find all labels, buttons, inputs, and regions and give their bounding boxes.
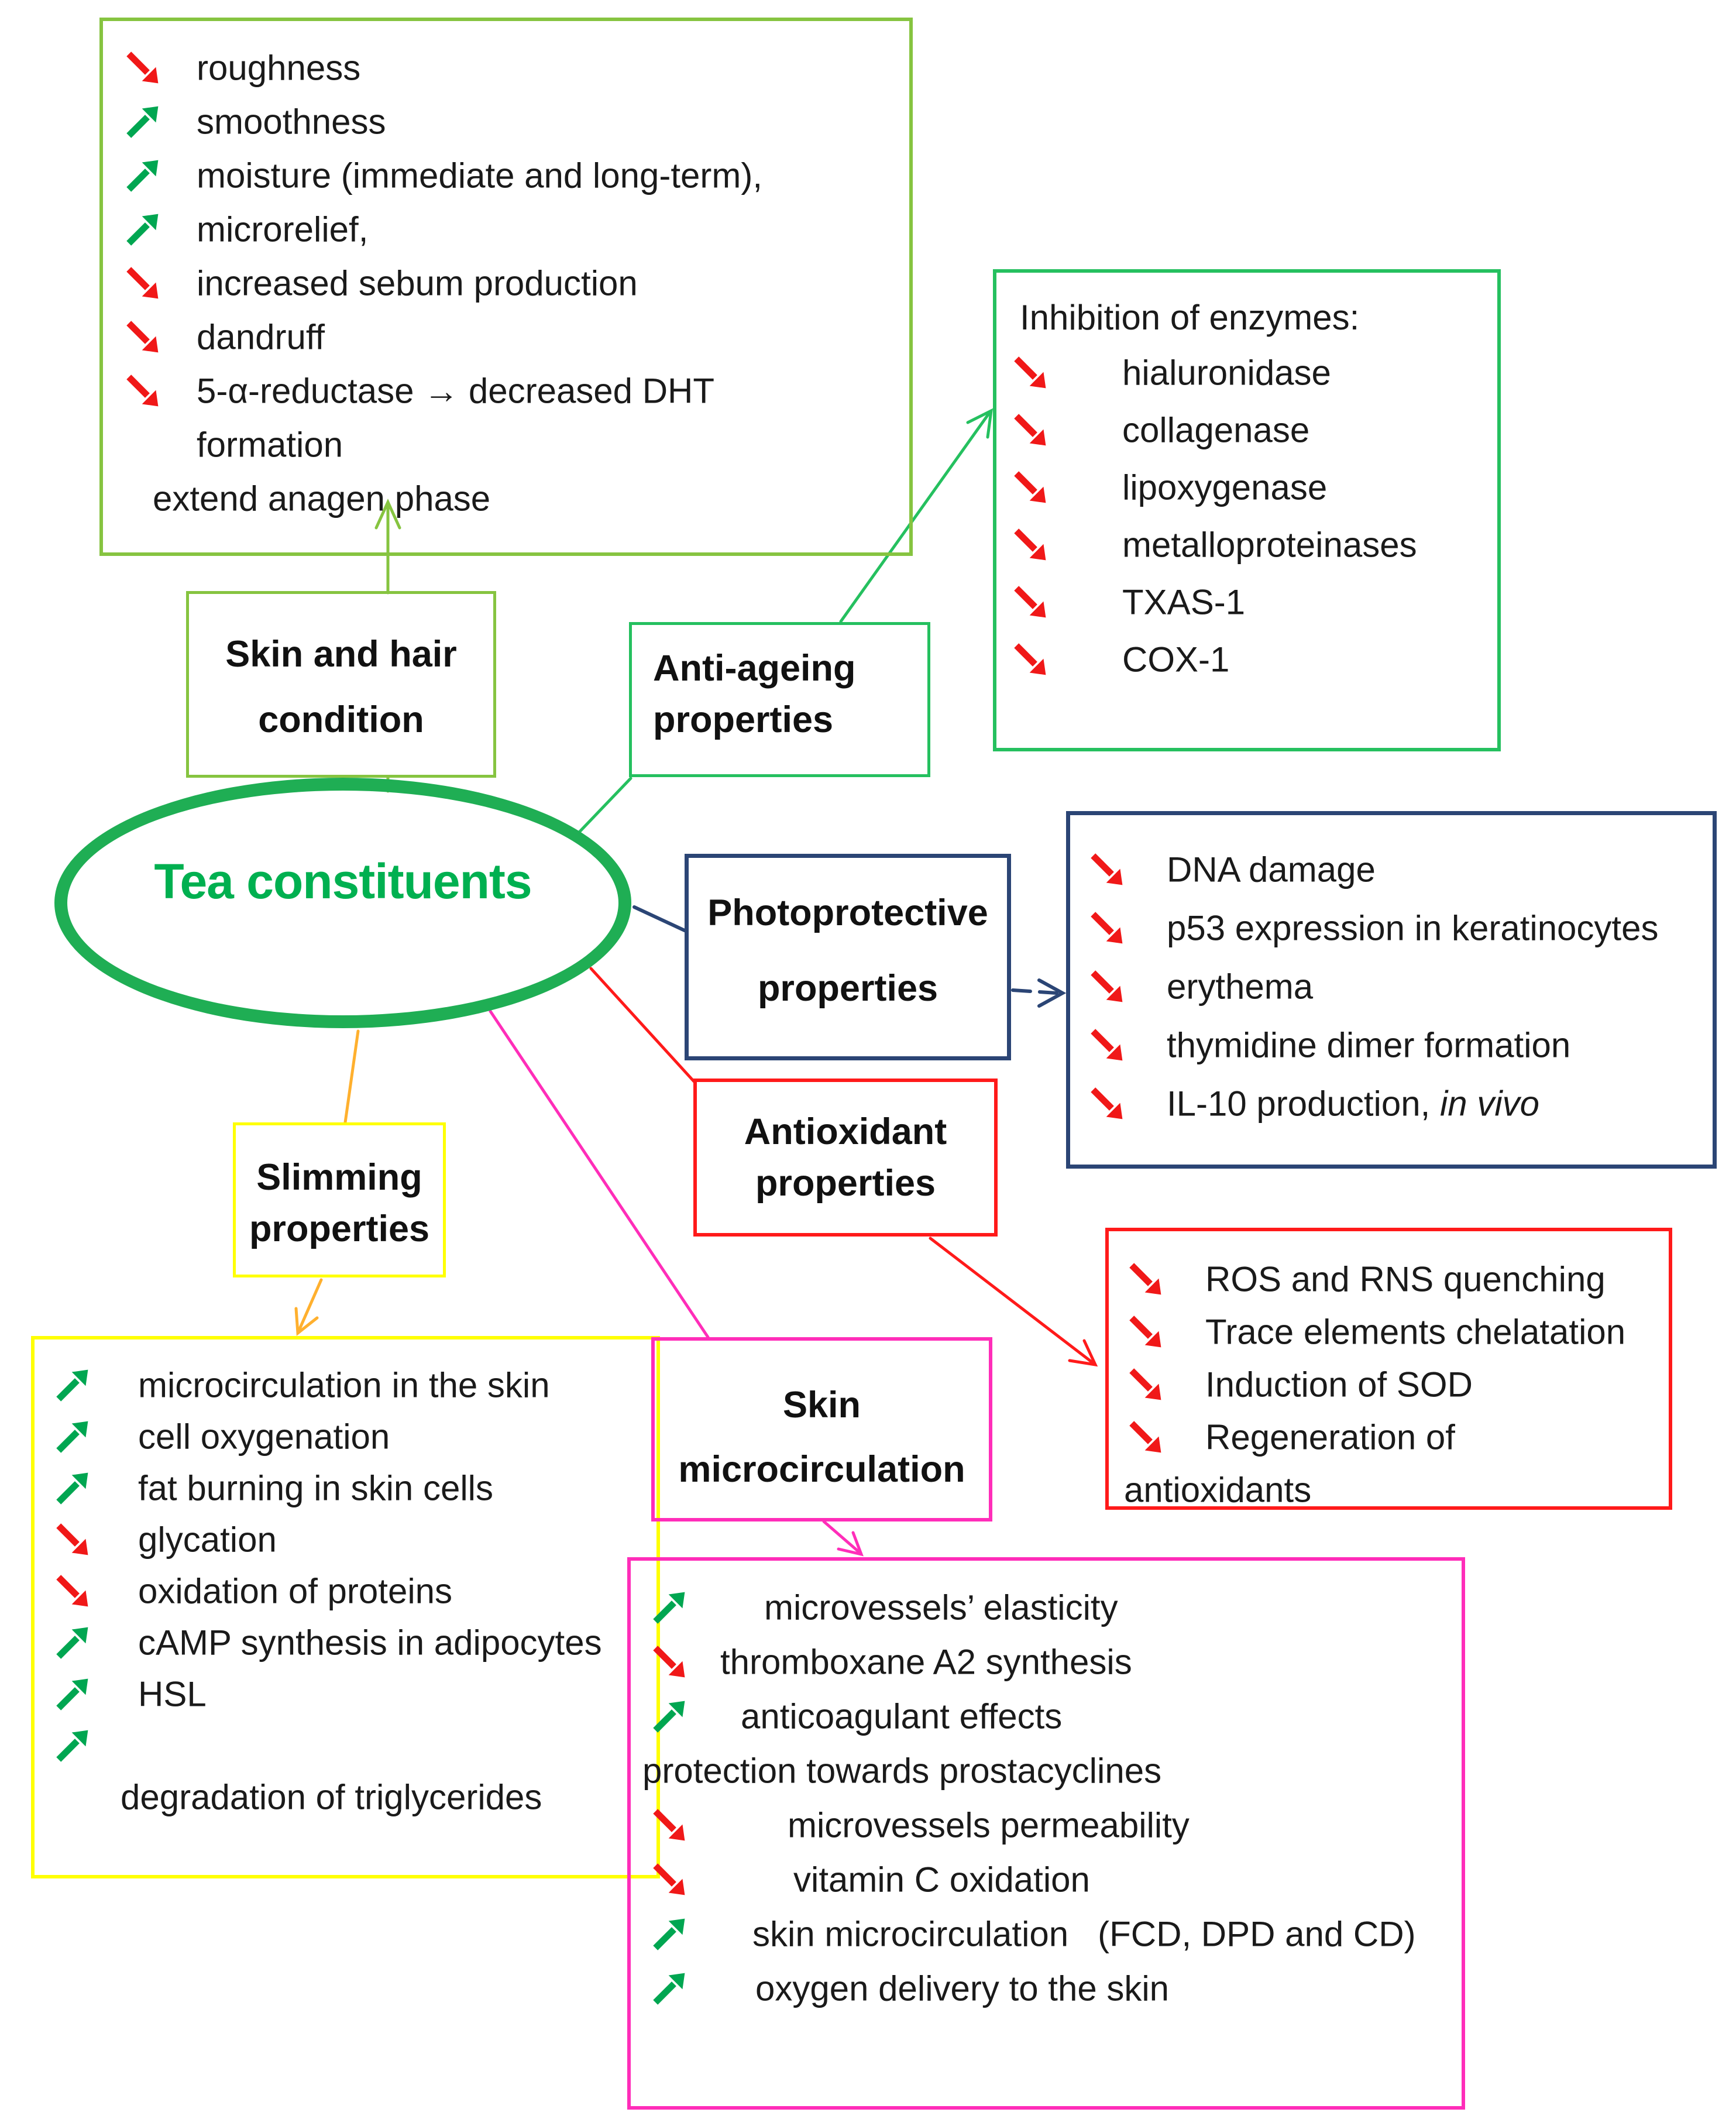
effect-row [996,344,1497,401]
effect-row [1070,957,1713,1016]
effect-row [996,516,1497,573]
effect-row [103,418,909,472]
decrease-arrow-icon [1126,1362,1165,1407]
effect-text: skin microcirculation (FCD, DPD and CD) [752,1914,1416,1953]
effect-text: IL-10 production, in vivo [1167,1084,1540,1124]
decrease-arrow [123,314,162,360]
effect-text: p53 expression in keratinocytes [1167,908,1659,948]
effect-text: microcirculation in the skin [138,1365,550,1405]
decrease-arrow-icon [1088,905,1126,951]
effect-row [35,1617,656,1668]
effect-text: glycation [138,1520,277,1560]
effect-text: thromboxane A2 synthesis [720,1642,1132,1681]
increase-arrow [53,1414,92,1459]
increase-arrow-icon [650,1966,689,2011]
antioxidant-effects-box [1105,1228,1672,1510]
effect-text: oxidation of proteins [138,1571,453,1611]
box-label-line: Photoprotective [707,892,988,933]
effect-text: vitamin C oxidation [793,1860,1090,1899]
effect-text: degradation of triglycerides [121,1777,542,1817]
effect-row [1109,1358,1669,1411]
decrease-arrow-icon [1126,1309,1165,1355]
box-label-line: properties [653,699,834,740]
box-label-line: Skin [782,1385,861,1426]
effect-text: extend anagen phase [153,479,491,518]
decrease-arrow [1126,1309,1165,1355]
effect-text: fat burning in skin cells [138,1468,493,1508]
effect-text: dandruff [197,317,325,357]
effect-row [996,401,1497,459]
decrease-arrow [650,1802,689,1848]
effect-row [35,1771,656,1823]
decrease-arrow [1126,1414,1165,1460]
effect-row [996,459,1497,516]
effect-text: antioxidants [1124,1470,1312,1510]
effect-text: 5-α-reductase → decreased DHT [197,371,715,411]
decrease-arrow [53,1568,92,1614]
increase-arrow [53,1723,92,1768]
increase-arrow [650,1585,689,1630]
decrease-arrow [1126,1256,1165,1302]
effect-row [1070,899,1713,957]
effect-row [103,256,909,310]
decrease-arrow [1088,847,1126,892]
decrease-arrow-icon [1011,637,1050,682]
decrease-arrow [1088,964,1126,1009]
effect-row [35,1411,656,1462]
box-label-line: Anti-ageing [653,648,856,689]
effect-row [631,1798,1462,1852]
effect-row [35,1359,656,1411]
effect-text: cAMP synthesis in adipocytes [138,1623,602,1663]
effect-text: erythema [1167,967,1314,1007]
antioxidant-properties-box [693,1079,998,1237]
connector-ellipse-to-antiageing [578,778,631,833]
decrease-arrow-icon [1011,579,1050,625]
box-label-line: microcirculation [678,1449,965,1490]
increase-arrow [53,1620,92,1665]
decrease-arrow [1088,1081,1126,1126]
effect-text: roughness [197,48,361,88]
effect-text: microvessels’ elasticity [764,1588,1118,1627]
decrease-arrow-icon [123,368,162,414]
decrease-arrow [1011,579,1050,625]
increase-arrow [650,1694,689,1739]
effect-text: Trace elements chelatation [1205,1312,1626,1352]
increase-arrow-icon [123,153,162,198]
effect-row [103,472,909,526]
effect-text: moisture (immediate and long-term), [197,156,763,195]
effect-text: HSL [138,1674,207,1714]
effect-row [631,1580,1462,1634]
effect-text: metalloproteinases [1122,525,1417,565]
slimming-properties-box [233,1122,446,1277]
connector-photoprotective-to-effects [1013,990,1057,993]
effect-row [103,202,909,256]
connector-ellipse-to-slimming [345,1031,358,1122]
enzyme-inhibition-box [993,269,1501,751]
increase-arrow [123,207,162,252]
decrease-arrow-icon [53,1568,92,1614]
effect-row [35,1720,656,1771]
effect-text: oxygen delivery to the skin [755,1969,1170,2008]
increase-arrow-icon [53,1362,92,1408]
increase-arrow-icon [123,99,162,145]
slimming-effects-box [31,1336,660,1878]
decrease-arrow [650,1857,689,1902]
box-label-line: properties [755,1163,936,1204]
effect-text: increased sebum production [197,263,638,303]
effect-text: anticoagulant effects [741,1696,1063,1736]
effect-row [631,1907,1462,1961]
effect-row [1070,1016,1713,1074]
effect-text: protection towards prostacyclines [642,1751,1162,1790]
decrease-arrow-icon [123,314,162,360]
effect-row [35,1462,656,1514]
increase-arrow [650,1911,689,1957]
increase-arrow-icon [53,1465,92,1511]
effect-row [1070,840,1713,899]
photoprotective-effects-box [1066,811,1717,1169]
connector-ellipse-to-photoprotective [634,907,685,930]
decrease-arrow-icon [1088,1081,1126,1126]
decrease-arrow [650,1639,689,1685]
decrease-arrow [1011,350,1050,396]
effect-text: formation [197,425,343,465]
tea-constituents-label: Tea constituents [154,854,532,909]
effect-row [631,1689,1462,1743]
increase-arrow [53,1671,92,1717]
box-label-line: Skin and hair [225,634,457,675]
decrease-arrow-icon [1011,522,1050,568]
decrease-arrow [123,260,162,306]
decrease-arrow-icon [650,1857,689,1902]
decrease-arrow [1088,905,1126,951]
decrease-arrow [1126,1362,1165,1407]
increase-arrow [53,1362,92,1408]
increase-arrow-icon [650,1585,689,1630]
effect-row [996,573,1497,631]
decrease-arrow-icon [1011,465,1050,510]
effect-row [1109,1306,1669,1358]
microcirculation-effects-box [627,1557,1465,2110]
effect-text: lipoxygenase [1122,468,1328,507]
skin-hair-effects-box [99,18,913,556]
effect-row [103,95,909,149]
decrease-arrow-icon [1011,350,1050,396]
decrease-arrow-icon [1088,1022,1126,1068]
decrease-arrow-icon [1126,1256,1165,1302]
effect-row [631,1961,1462,2015]
effect-text: thymidine dimer formation [1167,1025,1571,1065]
increase-arrow-icon [53,1414,92,1459]
effect-row [35,1668,656,1720]
connector-ellipse-to-antioxidant [591,968,694,1081]
decrease-arrow [53,1517,92,1562]
effect-row [1109,1464,1669,1516]
effect-row [996,631,1497,688]
effect-row [1070,1074,1713,1133]
effect-text: ROS and RNS quenching [1205,1259,1606,1299]
skin-hair-condition-box [186,591,496,778]
decrease-arrow-icon [123,260,162,306]
effect-text: DNA damage [1167,850,1376,889]
decrease-arrow [123,368,162,414]
effect-row [103,149,909,202]
increase-arrow [53,1465,92,1511]
decrease-arrow [1011,465,1050,510]
effect-text: Induction of SOD [1205,1365,1473,1404]
effect-text: Regeneration of [1205,1417,1455,1457]
box-label-line: Antioxidant [744,1111,947,1152]
photoprotective-properties-box [685,854,1011,1060]
increase-arrow-icon [123,207,162,252]
effect-text: smoothness [197,102,386,142]
decrease-arrow [1011,637,1050,682]
decrease-arrow-icon [650,1802,689,1848]
effect-text: cell oxygenation [138,1417,390,1457]
increase-arrow-icon [53,1671,92,1717]
increase-arrow-icon [650,1911,689,1957]
decrease-arrow-icon [123,45,162,91]
effect-row [103,41,909,95]
decrease-arrow-icon [1126,1414,1165,1460]
decrease-arrow [1011,522,1050,568]
decrease-arrow-icon [1088,964,1126,1009]
decrease-arrow-icon [53,1517,92,1562]
increase-arrow-icon [53,1723,92,1768]
increase-arrow [650,1966,689,2011]
effect-row [1109,1253,1669,1306]
effect-text: TXAS-1 [1122,582,1246,622]
effect-row [103,364,909,418]
effect-text: microrelief, [197,209,369,249]
increase-arrow-icon [650,1694,689,1739]
effect-text: microvessels permeability [788,1805,1190,1845]
anti-ageing-properties-box [629,622,930,777]
box-label-line: condition [258,699,424,740]
box-label-line: properties [249,1208,430,1249]
decrease-arrow-icon [1011,407,1050,453]
effect-row [631,1852,1462,1907]
effect-row [1109,1411,1669,1464]
decrease-arrow-icon [1088,847,1126,892]
increase-arrow [123,99,162,145]
enzyme-inhibition-title: Inhibition of enzymes: [1020,298,1360,337]
box-label-line: Slimming [256,1157,422,1198]
skin-microcirculation-box [651,1337,992,1521]
decrease-arrow [1088,1022,1126,1068]
effect-row [631,1634,1462,1689]
effect-row [631,1743,1462,1798]
effect-text: collagenase [1122,410,1310,450]
decrease-arrow [123,45,162,91]
effect-text: COX-1 [1122,640,1230,679]
effect-row [103,310,909,364]
effect-row [35,1565,656,1617]
effect-row [35,1514,656,1565]
decrease-arrow-icon [650,1639,689,1685]
box-label-line: properties [757,968,939,1009]
decrease-arrow [1011,407,1050,453]
increase-arrow-icon [53,1620,92,1665]
effect-text: hialuronidase [1122,353,1331,393]
increase-arrow [123,153,162,198]
